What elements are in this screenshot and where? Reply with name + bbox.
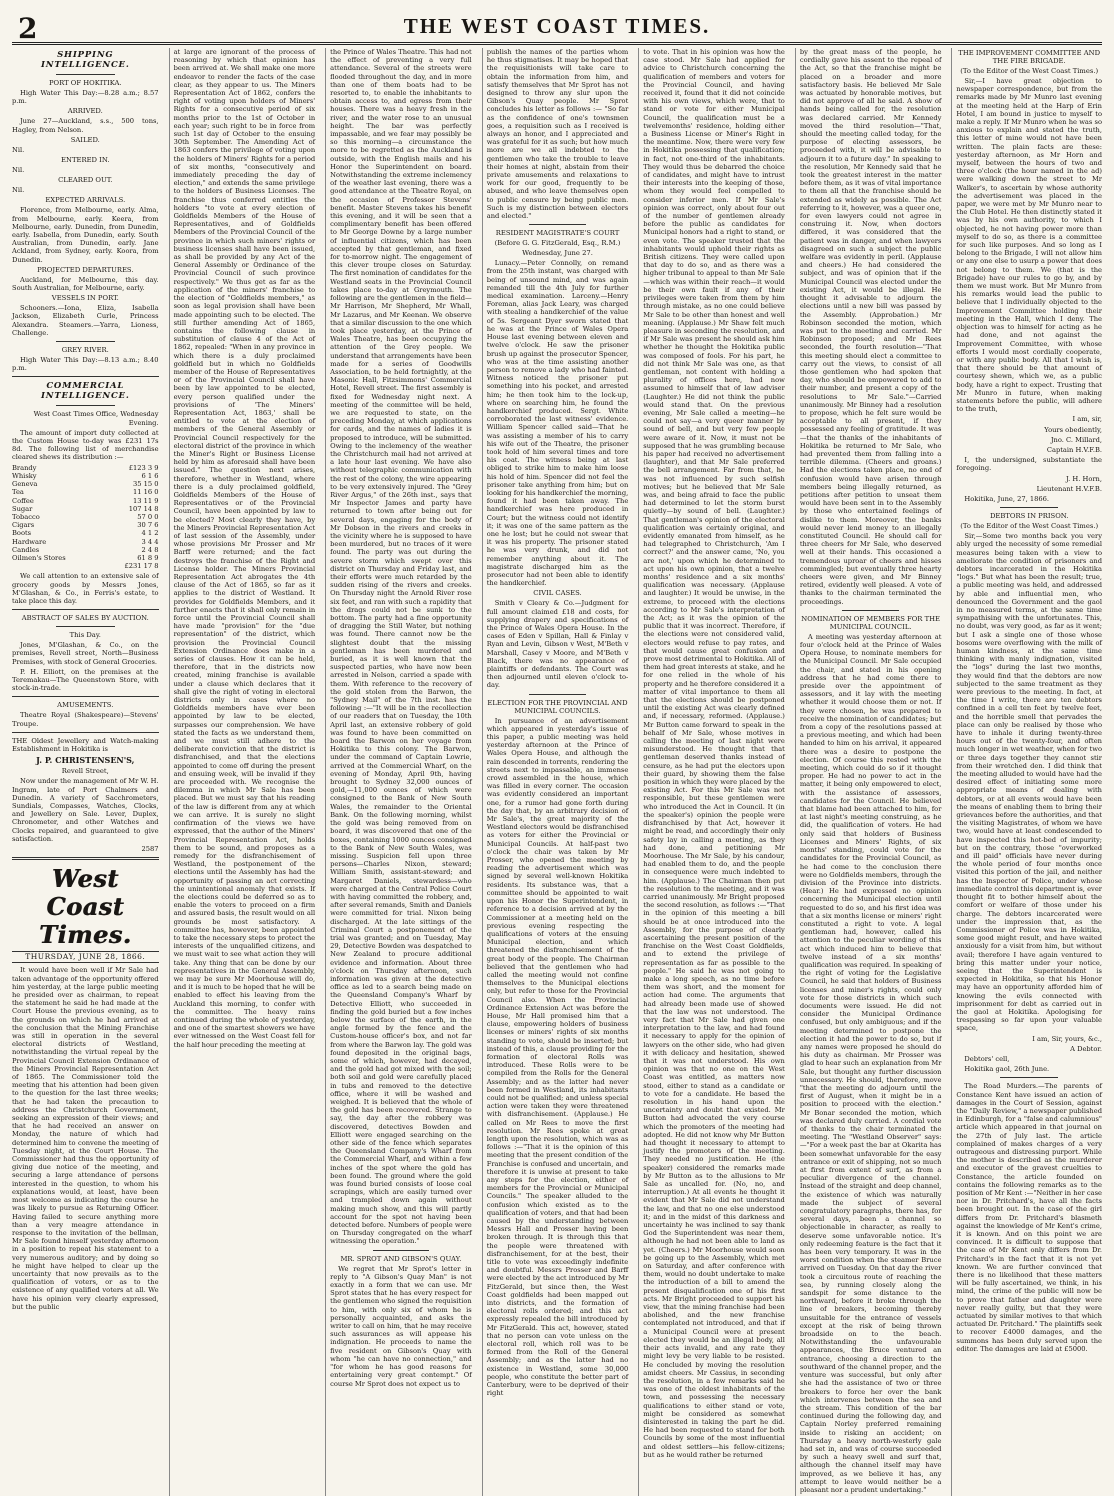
nomination-text: A meeting was yesterday afternoon at four o'clock held at the Prince of Wales Opera House, to nominate members for the Municipal Council. Mr Sale occupied the chair, and stated in his opening address that he had come there to preside over the appointment of assessors, and it lay with the meeting whether it would choose them or not. If they were chosen, he was prepared to receive the nomination of candidates; but from a copy of the resolutions passed at a previous meeting, and which had been handed to him on his arrival, it appeared there was a desire to postpone the election. Of course this rested with the meeting, which could do so if it thought proper. He had no power to act in the matter, it being only empowered to elect, with the assistance of assessors, candidates for the Council. He believed that blame had been attached to him, for at last night's meeting construing, as he did, the qualification of voters. He had only said that holders of Business Licenses and Miners' Rights, of six months' standing, could vote for the candidates for the Provincial Council, as he had come to the conclusion there were no Goldfields members, through the division of the Province into districts. (Hear.) He had expressed no opinion concerning the Municipal election until requested to do so, and his first idea was that a six months license or miners' right constituted a right to vote. A legal gentleman had, however, called his attention to the peculiar wording of this act which induced him to believe that twelve instead of a six months' qualification was required. In speaking of the right of voting for the Legislative Council, he said that holders of Business licenses and miner's rights, could only vote for those districts in which such documents were issued. He did not consider the Municipal Ordinance confused, but only ambiguous; and if the meeting determined to postpone the election it had the power to do so, but if any names were proposed he should do his duty as chairman. Mr Prosser was glad to hear such an explanation from Mr Sale, but thought any further discussion unnecessary. He should, therefore, move "that the meeting do adjourn until the first of August, when it might be in a position to proceed with the election." Mr Bonar seconded the motion, which was declared duly carried. A cordial vote of thanks to the chair terminated the meeting. The "Westland Observer" says:—"For a week past the bar at Okarita has been somewhat unfavorable for the easy entrance or exit of shipping, not so much at first from extent of surf, as from a peculiar divergence of the channel. Instead of the straight and deep channel, the existence of which was naturally made the subject of several congratulatory paragraphs, there has, for several days, been a channel so objectionable in character, as really to deserve some unfavorable notice. It's only redeeming feature is the fact that it has been very temporary. It was in the worst condition when the steamer Bruce arrived on Tuesday. On that day the river took a circuitous route of reaching the sea, by running closely along the sandspit for some distance to the northward, before it broke through the line of breakers, becoming thereby unsuitable for the entrance of vessels except at the risk of being thrown broadside on to the beach. Notwithstanding the unfavourable appearances, the Bruce ventured an entrance, choosing a direction to the southward of the channel proper, and the venture was successful, but only after she had the assistance of two or three breakers to force her over the bank which intervenes between the sea and the stream. This condition of the bar continued during the following day, and Captain Norley preferred remaining inside to risking an accident; on Thursday a heavy north-westerly gale had set in, and was of course succeeded by such a heavy swell and surf that, although the channel itself may have improved, as we believe it has, any attempt to leave would neither be a pleasant nor a prudent undertaking.": [799, 632, 942, 1494]
divider: [56, 626, 115, 627]
duty-row: [12, 529, 159, 537]
divider: [56, 405, 115, 406]
sailed-nil: Nil.: [12, 145, 25, 154]
leader-continued: at large are ignorant of the process of reasoning by which that opinion has been arrived at. We shall make one more endeavor to render the facts of the case clear, as they appear to us. The Miners Representation Act of 1862, confers the right of voting upon holders of Miners' Rights for a consecutive period of six months prior to the 1st of October in each year; such right to be in force from such 1st day of October to the ensuing 30th September. The Amending Act of 1863 confers the privilege of voting upon the holders of Miners' Rights for a period of six months, "consecutively and immediately preceding the day of election," and extends the same privilege to the holders of Business Licenses. The franchise thus conferred entitles the holders "to vote at every election of Goldfields Members of the House of Representatives, and of Goldfields Members of the Provincial Council of the province in which such miners' rights or business licenses shall have been issued, as shall be provided by any Act of the General Assembly or Ordinance of the Provincial Council of such province respectively." We thus get as far as the application of the miners' franchise to the election of "Goldfields members," as soon as legal provision shall have been made appointing such to be elected. The still further amending Act of 1865, contains the following clause in substitution of clause 4 of the Act of 1862, repealed: "When in any province in which there is a duly proclaimed goldfield but in which no Goldfields member of the House of Representatives or of the Provincial Council shall have been by law appointed to be elected, every person qualified under the provisions of 'The Miners' Representation Act, 1863,' shall be entitled to vote at the election of members of the General Assembly or Provincial Council respectively for the electoral district of the province in which the Miner's Right or Business License held by him as aforesaid shall have been issued." The question next arises, therefore, whether in Westland, where there is a duly proclaimed goldfield, Goldfields Members of the House of Representatives or of the Provincial Council, have been appointed by law to be elected? Most clearly they have, by the Miners Provincial Representation Act of last session of the Assembly, under whose provisions Mr Prosser and Mr Barff were returned; and the fact destroys the franchise of the Right and License holder. The Miners Provincial Representation Act abrogates the 4th clause of the Act of 1865, so far as it applies to the district of Westland. It provides for Goldfields Members, and it further enacts that it shall only remain in force until the Provincial Council shall have made "provision" for the "due representation" of the district, which provision the Provincial Council Extension Ordinance does make in a series of clauses. How it can be held, therefore, that in the districts now created, mining franchise is available under a clause which declares that it shall give the right of voting in electoral districts only in cases where no Goldfields members have ever been appointed by law to be elected, surpasses our comprehension. We have stated the facts as we understand them, and we must still adhere to the deliberate conviction that the district is disfranchised, and that the elections appointed to come off during the present and ensuing week, will be invalid if they are proceeded with. We recognise the dilemma in which Mr Sale has been placed. But we must say that his reading of the law is different from any at which we can arrive. It is surely no slight confirmation of the views we have expressed, that the author of the Miners' Provincial Representation Act, holds them to be sound, and proposes as a remedy for the disfranchisement of Westland, the postponement of the elections until the Assembly has had the opportunity of passing an act correcting the unintentional anomaly that exists. If the elections could be deferred so as to enable the voters to proceed on a firm and assured basis, the result would on all grounds be most satisfactory. A committee has, however, been appointed to take the necessary steps to protect the interests of the unqualified citizens, and we must wait to see what action they will take. Any thing that can be done by our representatives in the General Assembly, we may be sure Mr Moorhouse will do, and it is much to be hoped that he will be enabled to effect his leaving from the Auckland this morning, to confer with the committee. The heavy rains continued during the whole of yesterday, and one of the smartest showers we have ever witnessed on the West Coast fell for the half hour preceding the meeting at: [173, 48, 316, 1049]
divider: [1000, 1077, 1058, 1078]
divider: [373, 1250, 430, 1251]
improvement-letter: Sir,—I have great objection to newspaper correspondence, but from the remarks made by Mr Munro last evening at the meeting held at the Harp of Erin Hotel, I am bound in justice to myself to make a reply. If Mr Munro when he was so anxious to explain and stated the truth, this letter of mine would not have been written. The plain facts are these: yesterday afternoon, as Mr Horn and myself, between the hours of two and three o'clock (the hour named in the ad) were walking down the street to Mr Walker's, to ascertain by whose authority the advertisement was placed in the paper, we were met by Mr Munro near to the Club Hotel. He then distinctly stated it was by his own authority, to which I objected, he not having power more than myself to do so, as there is a committee for such like purposes. And so long as I belong to the Brigade, I will not allow him or any one else to usurp a power that does not belong to them. We (that is the Brigade) have our rules to go by, and by them we must work. But Mr Munro from his remarks would lead the public to believe that I individually objected to the Improvement Committee holding their meeting in the Hall, which I deny. The objection was to himself for acting as he had done, and not against the Improvement Committee, with whose efforts I would most cordially cooperate, or with any public body. All that I wish is, that there should be that amount of courtesy shewn, which we, as a public body, have a right to expect. Trusting that Mr Munro in future, when making statements before the public, will adhere to the truth,: [956, 77, 1102, 414]
court-heading: RESIDENT MAGISTRATE'S COURT: [495, 229, 620, 238]
duty-value: 6 1 6: [141, 471, 159, 480]
duty-value: 13 11 9: [133, 496, 159, 505]
advert-name: J. P. CHRISTENSEN'S,: [36, 755, 135, 766]
duty-value: 11 16 0: [133, 488, 159, 497]
signature-name: A Debtor.: [1070, 1044, 1102, 1053]
election-heading: ELECTION FOR THE PROVINCIAL AND MUNICIPAL COUNCILS.: [487, 698, 628, 715]
signature-line: Yours obediently,: [1044, 425, 1102, 434]
office-line: West Coast Times Office, Wednesday Evening.: [33, 410, 159, 427]
debtors-letter: Sir,—Some two months back you very ably urged the necessity of some remedial measures being taken with a view to ameliorate the condition of prisoners and debtors incarcerated in the Hokitika "logs." But what has been the result; true, a public meeting was held, and addressed by able and influential men, who denounced the Government and the gaol in no measured terms, at the same time sympathising with the unfortunates. This, no doubt, was very good, as far as it went; but I ask a single one of those whose bosoms were overflowing with the milk of human kindness, at the same time thinking with manly indignation, visited the "logs" during the last two months, they would find that the debtors are now subjected to the same treatment as they were previous to the meeting. In fact, at the time I write, there are ten debtors confined in a cell ten feet by twelve feet, and the horrible smell that pervades the place can only be realised by those who have to inhale it during twenty-three hours out of the twenty-four, and often much longer in wet weather, when for two or three days together they cannot stir from their wretched den. I did think that the meeting alluded to would have had the desired effect of initiating some more appropriate means of dealing with debtors, or at all events would have been the means of enabling them to bring their grievances before the authorities, and that the visiting Magistrates, of whom we have two, would have at least condescended to have inspected this hot-bed of impurity; but on the contrary, those "overworked and ill paid" officials have never during the whole period of four months once visited this portion of the jail, and neither has the Inspector of Police, under whose immediate control this department is, ever thought fit to bother himself about the comfort or welfare of those under his charge. The debtors incarcerated were under the impression that, as the Commissioner of Police was in Hokitika, some good might result, and have waited anxiously for a visit from him, but without avail; therefore I have again ventured to bring this matter under your notice, seeing that the Superintendent is expected in Hokitika, so that his Honor may have an opportunity afforded him of knowing the evils connected with imprisonment for debt as carried out in the gaol at Hokitika. Apologising for trespassing so far upon your valuable space,: [956, 532, 1102, 1033]
civil-text: Smith v Cleary & Co.—Judgment for full amount claimed £18 and costs, for supplying drapery and specifications of the Prince of Wales Opera House. In the cases of Eden v Spillan, Hall & Finlay v Ryan and Levin, Gibson v West, M'Beth v Marshall, Casey v Moore, and M'Beth v Black, there was no appearance of plaintiffs or defendants. The Court was then adjourned until eleven o'clock to-day.: [486, 599, 629, 690]
auction-2: P. H. Elliott, on the premises at the Teremakau—The Queenstown Store, with stock-in-trade.: [12, 667, 159, 693]
expected-text: Florence, from Melbourne, early. Alma, from Melbourne, early. Keera, from Melbourne, early. Dunedin, from Dunedin, early. Isabella, from Dunedin, early. South Australian, from Dunedin, early. Jane Ackland, from Sydney, early. Koora, from Dunedin.: [12, 206, 159, 264]
duty-item: Cigars: [12, 521, 35, 530]
auction-heading: ABSTRACT OF SALES BY AUCTION.: [21, 614, 149, 623]
road-murders-text: The Road Murders.—The parents of Constance Kent have issued an action of damages in the Court of Session, against the "Daily Review," a newspaper published in Edinburgh, for a "false and calumnious" article which appeared in that journal on the 27th of July last. The article complained of makes charges of a very outrageous and distressing purport. While the mother is described as the murderer and executor of the gravest cruelties to Constance, the article founded on contains the following remarks as to the position of Mr Kent :—"Neither in her case nor in Dr. Pritchard's, have all the facts been brought out. In the case of the girl differs from Dr. Pritchard's blasmeth against the knowledge of Mr Kent's crime, it is known. And on this point we are convinced. It is difficult to suppose that the case of Mr Kent only differs from Dr. Pritchard's in the fact that it is not yet known. We are further convinced that there is no likelihood that these matters will be fully ascertained, we think, in his mind, the crime of the public will now be to prove that father and daughter were never really guilty, but that they were actuated by similar motives to that which actuated Dr. Pritchard." The plaintiffs seek to recover £4000 damages, and the summons has been duly served upon the editor. The damages are laid at £5000.: [956, 1082, 1102, 1353]
expected-heading: EXPECTED ARRIVALS.: [45, 196, 126, 205]
amusements-text: Theatre Royal (Shakespeare)—Stevens' Troupe.: [12, 711, 159, 728]
advert-number: 2587: [141, 845, 159, 853]
duty-row: [12, 538, 159, 546]
commercial-heading: COMMERCIAL INTELLIGENCE.: [40, 381, 130, 402]
column-2: [169, 48, 320, 1496]
cleared-nil: Nil.: [12, 186, 25, 195]
duty-row: [12, 497, 159, 505]
divider: [529, 224, 586, 225]
grocery-notice: We call attention to an extensive sale of grocery goods by Messrs Jones, M'Glashan, & Co., in Ferris's estate, to take place this day.: [12, 572, 159, 605]
signature-name: Jno. C. Millard,: [1050, 435, 1102, 444]
columns: [12, 48, 1102, 1494]
grey-river-heading: GREY RIVER.: [61, 346, 109, 355]
editor-note-1: (To the Editor of the West Coast Times.): [960, 67, 1099, 75]
duty-item: Tea: [12, 488, 24, 497]
duty-row: [12, 488, 159, 496]
high-water: High Water This Day:—8.28 a.m.; 8.57 p.m.: [12, 89, 159, 106]
duty-item: Boots: [12, 529, 32, 538]
duty-value: 2 4 8: [141, 545, 159, 554]
divider: [12, 732, 159, 733]
divider: [842, 610, 899, 611]
duty-item: Hardware: [12, 537, 47, 546]
duties-total: £231 17 8: [124, 562, 159, 571]
paper-title: THE WEST COAST TIMES.: [403, 14, 711, 38]
duty-row: [12, 464, 159, 472]
advert-body: Now under the management of Mr W. H. Ingram, late of Port Chalmers and Dunedin. A variety of Sacchrometers, Sundials, Compasses, Watches, Clocks, and Jewellery on Sale. Lever, Duplex, Chronometer, and other Watches and Clocks repaired, and guaranteed to give satisfaction.: [12, 777, 159, 843]
divider: [12, 609, 159, 610]
letter-place: Debtors' cell,: [964, 1054, 1010, 1063]
duty-value: 3 4 4: [141, 537, 159, 546]
advert-intro: THE Oldest Jewellery and Watch-making Establishment in Hokitika is: [12, 736, 159, 753]
column-3: [325, 48, 476, 1496]
sprot-letter-continued: publish the names of the parties whom he thus stigmatises. It may be hoped that the requisitionists will take care to obtain the information from him, and satisfy themselves that Mr Sprot has not designed to throw any slur upon the Gibson's Quay people. Mr Sprot concludes his letter as follows :— "So far as the confidence of one's townsmen goes, a requisition such as I received is always an honor, and I appreciated and was grateful for it as such; but how much more are we all indebted to the gentlemen who take the trouble to leave their homes at night, abstain from their private amusements and relaxations to work for our good, frequently to be abused, and who leave themselves open to public censure by being public men. Such is my distinction between electors and elected.": [486, 48, 629, 221]
newspaper-flag: West Coast Times.: [39, 864, 132, 950]
divider: [12, 376, 159, 377]
improvement-heading: THE IMPROVEMENT COMMITTEE AND THE FIRE BRIGADE.: [958, 49, 1101, 65]
duty-row: [12, 521, 159, 529]
masthead: [12, 10, 1102, 45]
divider: [12, 857, 159, 860]
projected-text: Auckland, for Melbourne, this day. South Australian, for Melbourne, early.: [12, 275, 159, 293]
divider: [56, 74, 115, 75]
entered-heading: ENTERED IN.: [61, 156, 110, 165]
court-subheading: (Before G. G. FitzGerald, Esq., R.M.): [494, 239, 621, 248]
signature-name: J. H. Horn,: [1066, 474, 1102, 483]
port-heading: PORT OF HOKITIKA.: [48, 79, 122, 87]
divider: [1000, 507, 1058, 508]
column-7: [951, 48, 1102, 1496]
column-4: [482, 48, 633, 1496]
cleared-heading: CLEARED OUT.: [58, 176, 113, 185]
letter-date: Hokitika gaol, 26th June.: [964, 1065, 1050, 1074]
leader-article: It would have been well if Mr Sale had taken advantage of the opportunity offered him yesterday, at the large public meeting he presided over as chairman, to repeat the statement he said he had made at the Court House the previous evening, as to the grounds on which he had arrived at the conclusion that the Mining Franchise was still in operation in the several electoral districts of Westland, notwithstanding the virtual repeal by the Provincial Council Extension Ordinance of the Miners Provincial Representation Act of 1865. The Commissioner told the meeting that his attention had been given to the question for the last three weeks; that he had taken the precaution to address the Christchurch Government, seeking an expression of their views; and that he had received an answer on Monday, the nature of which had determined him to convene the meeting of Tuesday night, at the Court House. The Commissioner had thus the opportunity of giving due notice of the meeting, and securing a large attendance of persons interested in the question, to whom his explanations would, at least, have been most welcome as indicating the course he was likely to pursue as Returning Officer. Having failed to secure anything more than a very meagre attendance in response to the invitation of the bellman, Mr Sale found himself yesterday afternoon in a position to repeat his statement to a very numerous auditory; and by doing so he might have helped to clear up the uncertainty that now prevails as to the qualification of voters, or as to the existence of any qualified voters at all. We have his opinion very clearly expressed, but the public: [12, 966, 159, 1311]
duty-item: Whisky: [12, 471, 37, 480]
duty-row: [12, 554, 159, 562]
shipping-heading: SHIPPING INTELLIGENCE.: [40, 50, 130, 70]
signature-line: I am, sir,: [1072, 415, 1102, 424]
column-1: [12, 48, 163, 1496]
duty-row: [12, 480, 159, 488]
duties-list: [12, 464, 159, 562]
duty-row: [12, 472, 159, 480]
duty-item: Tobacco: [12, 512, 40, 521]
editor-note-2: (To the Editor of the West Coast Times.): [960, 522, 1099, 531]
duty-value: 4 1 2: [141, 529, 159, 538]
election-text: In pursuance of an advertisement which appeared in yesterday's issue of this paper, a public meeting was held yesterday afternoon at the Prince of Wales Opera House, and although the rain descended in torrents, rendering the streets next to impassable, an immense crowd assembled in the house, which was filled in every corner. The occasion was evidently considered an important one, for a rumor had gone forth during the day that, by an arbitrary decision of Mr Sale's, the great majority of the Westland electors would be disfranchised as voters for either the Provincial or Municipal Councils. At half-past two o'clock the chair was taken by Mr Prosser, who opened the meeting by reading the advertisement which was signed by several well-known Hokitika residents. Its substance was, that a committee should be appointed to wait upon his Honor the Superintendent, in reference to a decision arrived at by the Commissioner at a meeting held on the previous evening respecting the qualifications of voters at the ensuing Municipal election, and which threatened the disfranchisement of the great body of the people. The Chairman believed that the gentlemen who had called the meeting would not confine themselves to the Municipal elections only, but refer to those for the Provincial Council also. When the Provincial Ordinance Extension Act was before the House, Mr Hall promised him that a clause, empowering holders of business licenses or miners' rights of six months standing to vote, should be inserted; but instead of this, a clause providing for the formation of electoral Rolls was introduced. These Rolls were to be compiled from the Rolls for the General Assembly; and as the latter had never been formed in Westland, its inhabitants could not be qualified; and unless special action were taken they were threatened with disfranchisement. (Applause.) He called on Mr Rees to move the first resolution. Mr Rees spoke at great length upon the resolution, which was as follows :—"That it is the opinion of this meeting that the present condition of the Franchise is confused and uncertain, and therefore it is unwise at present to take any steps for the election, either of members for the Provincial or Municipal Councils." The speaker alluded to the confusion which existed as to the qualification of voters, and that had been caused by the understanding between Messrs Hall and Prosser having been broken through. It is through this that the people were threatened with disfranchisement, for at the best, their title to vote was exceedingly indefinite and doubtful. Messrs Prosser and Barff were elected by the act introduced by Mr FitzGerald, but since then, the West Coast goldfields had been mapped out into districts, and the formation of electoral rolls ordered; and this act expressly repealed the bill introduced by Mr FitzGerald. This act, however, stated that no person can vote unless on the electoral roll, which roll was to be formed from the Roll of the General Assembly; and as the latter had no existence in Westland, some 30,000 people, who constitute the better part of Canterbury, were to be deprived of their right: [486, 716, 629, 1398]
arrived-text: June 27—Auckland, s.s., 500 tons, Hagley, from Nelson.: [12, 117, 159, 134]
duty-item: Brandy: [12, 463, 37, 472]
signature-line: I am, Sir, yours, &c.,: [1032, 1034, 1102, 1043]
duty-value: 30 7 6: [137, 521, 159, 530]
election-continued: to vote. That in his opinion was how the case stood. Mr Sale had applied for advice to Christchurch concerning the qualification of members and voters for the Provincial Council, and having received it, found that it did not coincide with his own views, which were, that to stand or vote for either Municipal Council, the qualification must be a twelvemonths' residence, holding either a Business License or Miner's Right in the meantime. Now, there were very few in Hokitika possessing that qualification; in fact, not one-third of the inhabitants. They would thus be debarred the choice of candidates, and might have to intrust their interests into the keeping of those, whom they would feel compelled to consider inferior men. If Mr Sale's opinion was correct, only about four out of the number of gentlemen already before the public as candidates for Municipal honors had a right to stand, or even vote. The speaker trusted that the inhabitants would uphold their rights as British citizens. They were called upon that day to do so, and as there was a higher tribunal to appeal to than Mr Sale—which was within their reach—it would be their own fault if any of their privileges were taken from them by him through mistake, as no one could believe Mr Sale to be other than honest and well meaning. (Applause.) Mr Shaw felt much pleasure in seconding the resolution, and if Mr Sale was present he should ask him whether he thought the Hokitika public was composed of fools. For his part, he did not think Mr Sale was one, as that gentleman, not content with holding a plurality of offices here, had now assumed to himself that of law adviser (Laughter.) He did not think the public would stand that. On the previous evening, Mr Sale called a meeting—he could not say—a very queer manner by sound of bell, and but very few people were aware of it. Now, it must not be supposed that he was grumbling because his paper had received no advertisement (laughter), and that Mr Sale preferred the bell arrangement. Far from that, he was not influenced by such selfish motives; but he believed that Mr Sale was, and being afraid to face the public had determined to let the storm burst quietly—by sound of bell. (Laughter.) That gentleman's opinion of the electoral qualification was certainly original, and evidently emanated from himself, as he had telegraphed to Christchurch, 'Am I correct?' and the answer came, 'No, you are not,' upon which he determined to act upon his own opinion, that a twelve months' residence and a six months' qualification was necessary. (Applause and laughter.) It would be unwise, in the extreme, to proceed with the elections according to Mr Sale's interpretation of the Act; as it was the opinion of the public that it was incorrect. Therefore, if the elections were not considered valid, electors would refuse to pay rates, and that would cause great confusion and prove most detrimental to Hokitika. All of them had great interests at stake, and he for one relied in the whole of his property and he therefore considered it a matter of vital importance to them all that the elections should be postponed until the existing Act was clearly defined and, if necessary, reformed. (Applause.) Mr Button came forward to speak in the behalf of Mr Sale, whose motives in calling the meeting of last night were misunderstood. He thought that that gentleman deserved thanks instead of censure, as he had put the electors upon their guard, by showing them the false position in which they were placed by the existing Act. For this Mr Sale was not responsible, but these gentlemen were who introduced the Act in Council. It (in the speaker's) opinion the people were disfranchised by that Act, however it might be read, and accordingly their only safety lay in calling a meeting, as they had done, and petitioning Mr Moorhouse. The Mr Sale, by his candour, had enabled them to do, and the people in consequence were much indebted to him. (Applause.) The Chairman then put the resolution to the meeting, and it was carried unanimously. Mr Bright proposed the second resolution, as follows :—"That in the opinion of this meeting a bill should be at once introduced into the Assembly, for the purpose of clearly ascertaining the present position of the franchise on the West Coast Goldfields, and to extend the privilege of representation as far as possible to the people." He said he was not going to make a long speech, as no time before them was short, and the moment for action had come. The arguments that had already been made use of showed that the law was not understood. The very fact that Mr Sale had given one interpretation to the law, and had found it necessary to apply for the opinion of lawyers on the other side, who had given it with delicacy and hesitation, shewed that it was not understood. His own opinion was that no one on the West Coast was entitled, as matters now stood, either to stand as a candidate or to vote for a candidate. He based the resolution in his hand upon the uncertainty and doubt that existed. Mr Button had advocated the very course which the promoters of the meeting had adopted. He did not know why Mr Button had thought it necessary to attempt to justify the promoters of the meeting. They needed no justification. He (the speaker) considered the remarks made by Mr Button as to the allusions to Mr Sale as uncalled for. (No, no, and interruption.) At all events he thought it evident that Mr Sale did not understand the law, and that no one else understood it; and in the midst of this darkness and uncertainty he was inclined to say thank God the Superintendent was near them, although he had not been able to land as yet. (Cheers.) Mr Moorhouse would soon be going up to the Assembly, which met on Saturday, and after conference with them, would no doubt undertake to make the introduction of a bill to amend the present disqualification one of his first acts. Mr Bright proceeded to support his view, that the mining franchise had been abolished, and the new franchise contemplated not introduced, and that if a Municipal Council were at present elected they would be an illegal body, all their acts invalid, and any rate they might levy be very liable to be resisted. He concluded by moving the resolution amidst cheers. Mr Cassius, in seconding the resolution, in a few remarks said he was one of the oldest inhabitants of the town, and possessing the necessary qualifications to either stand or vote, might be considered as somewhat disinterested in taking the part he did. He had been requested to stand for both Councils by some of the most influential and oldest settlers—his fellow-citizens; but as he would rather be returned: [643, 48, 785, 1459]
quay-heading: MR. SPROT AND GIBSON'S QUAY.: [340, 1254, 462, 1263]
grey-water: High Water This Day:—8.13 a.m.; 8.40 p.m.: [12, 356, 159, 373]
duty-item: Coffee: [12, 496, 34, 505]
duty-value: 61 8 9: [137, 553, 159, 562]
duty-value: 57 0 0: [137, 512, 159, 521]
this-day: This Day.: [69, 631, 101, 640]
signature-title: Lieutenant H.V.F.B.: [1036, 484, 1102, 493]
court-date: Wednesday, June 27.: [522, 249, 593, 258]
quay-text: We regret that Mr Sprot's letter in reply to "A Gibson's Quay Man" is not exactly in a form that we can use. Mr Sprot states that he has every respect for the gentlemen who signed the requisition to him, with only six of whom he is personally acquainted, and asks the writer to call on him, that he may receive such assurances as will appease his indignation. He proceeds to name the five resident on Gibson's Quay with whom "he can have no connection," and "for whom he has good reasons for entertaining very great contempt." Of course Mr Sprot does not expect us to: [330, 1264, 472, 1388]
column-5: [638, 48, 789, 1496]
court-text: Lunacy.—Peter Connolly, on remand from the 25th instant, was charged with being of unsound mind, and was again remanded till the 4th July for further medical examination. Larceny.—Henry Foreman, alias Jack Leary, was charged with stealing a handkerchief of the value of 5s. Sergeant Dyer sworn stated that he was at the Prince of Wales Opera House last evening between eleven and twelve o'clock. He saw the prisoner brush up against the prosecutor Spencer, who was at the time assisting another person to remove a lady who had fainted. Witness noticed the prisoner put something into his pocket, and arrested him; he then took him to the lock-up, where on searching him, he found the handkerchief produced. Sergt. White corroborated the last witness' evidence. William Spencer called said—That he was assisting a member of his to carry his wife out of the Theatre, the prisoner took hold of him several times and tore his coat. The witness being at last obliged to strike him to make him loose his hold of him. Spencer did not feel the prisoner take anything from him; but on looking for his handkerchief the morning, found it had been taken away. The handkerchief was here produced in Court; but the witness could not identify it; it was one of the same pattern as the one he lost; but he could not swear that it was his property. The prisoner stated he was very drunk, and did not remember anything about it. The magistrate discharged him as the prosecutor had not been able to identify the handkerchief.: [486, 259, 629, 588]
vessels-heading: VESSELS IN PORT.: [51, 294, 119, 303]
substantiate-text: I, the undersigned, substantiate the foregoing.: [956, 456, 1102, 473]
duty-row: [12, 513, 159, 521]
duty-item: Geneva: [12, 480, 38, 489]
debtors-heading: DEBTORS IN PRISON.: [989, 512, 1069, 521]
duty-value: £123 3 9: [128, 463, 159, 472]
duty-value: 107 14 8: [128, 504, 159, 513]
arrived-heading: ARRIVED.: [67, 107, 103, 116]
page-number: 2: [18, 12, 38, 45]
duty-row: [12, 546, 159, 554]
auction-1: Jones, M'Glashan, & Co., on the premises, Revell street, North—Business Premises, with stock of General Groceries.: [12, 641, 159, 666]
entered-nil: Nil.: [12, 166, 25, 175]
nomination-heading: NOMINATION OF MEMBERS FOR THE MUNICIPAL COUNCIL.: [801, 614, 941, 631]
amusements-heading: AMUSEMENTS.: [57, 701, 114, 710]
duty-row: [12, 505, 159, 513]
issue-date: THURSDAY, JUNE 28, 1866.: [12, 951, 159, 963]
divider: [529, 694, 586, 695]
column-6: [795, 48, 946, 1496]
divider: [12, 696, 159, 697]
duty-item: Candles: [12, 545, 40, 554]
civil-heading: CIVIL CASES.: [533, 589, 582, 598]
election-concluded: by the great mass of the people, he cordially gave his assent to the repeal of the Act, so that the franchise might be placed on a broader and more satisfactory basis. He believed Mr Sale was actuated by honorable motives, but did not approve of all he said. A show of hands being called for, the resolution was declared carried. Mr Kennedy moved the third resolution—"That, should the meeting called today, for the purpose of electing assessors, be proceeded with, it will be advisable to adjourn it to a future day." In speaking to the resolution, Mr Kennedy said that he took the greatest interest in the matter before them, as it was of vital importance to them all that the franchise should be extended as widely as possible. The Act referring to it, however, was a queer one, for even lawyers could not agree in construing it. Now, when doctors differed, it was considered that the patient was in danger, and when lawyers disagreed on such a subject the public welfare was evidently in peril. (Applause and cheers.) He had considered the subject, and was of opinion that if the Municipal Council was elected under the existing Act, it would be illegal. He thought it advisable to adjourn the elections until a new bill was passed by the Assembly. (Approbation.) Mr Robinson seconded the motion, which was put to the meeting and carried. Mr Robinson proposed; and Mr Rees seconded, the fourth resolution—"That this meeting should elect a committee to carry out the views, to consist of all those gentlemen who had spoken that day, who should be empowered to add to their number, and present a copy of the resolutions to Mr Sale."—Carried unanimously. Mr Binney had a resolution to propose, which he felt sure would be acceptable to all present, if they possessed any feeling of gratitude. It was—that the thanks of the inhabitants of Hokitika be returned to Mr Sale, who had prevented them from falling into a terrible dilemma. (Cheers and groans.) Had the elections taken place, no end of confusion would have arisen through members being illegally returned, as petitions after petition to unseat them would have been sent in to the Assembly by those who entertained feelings of dislike to them. Moreover, the banks would never lend money to an illegally constituted Council. He should call for three cheers for Mr Sale, who deserved well at their hands. This occasioned a tremendous uproar of cheers and hisses commingled; but eventually three hearty cheers were given, and Mr Binney retired, evidently well pleased. A vote of thanks to the chairman terminated the proceedings.: [799, 48, 942, 606]
local-news: the Prince of Wales Theatre. This had not the effect of preventing a very full attendance. Several of the streets were flooded throughout the day, and in more than one of them boats had to be resorted to, to enable the inhabitants to obtain access to, and egress from their houses. There was a heavy fresh in the river, and the water rose to an unusual height. The bar was perfectly impassable, and we fear may possibly be so this morning—a circumstance the more to be regretted as the Auckland is outside, with the English mails and his Honor the Superintendent on board. Notwithstanding the extreme inclemency of the weather last evening, there was a good attendance at the Theatre Royal, on the occasion of Professor Stevens' benefit. Master Stevens takes his benefit this evening, and it will be seen that a complimentary benefit has been offered to Mr George Downe by a large number of influential citizens, which has been accepted by that gentleman, and fixed for to-morrow night. The engagement of this clever troupe closes on Saturday. The first nomination of candidates for the Westland seats in the Provincial Council takes place to-day at Greymouth. The following are the gentlemen in the field—Mr Harrison, Mr Shepherd, Mr Whall, Mr Lazarus, and Mr Keenan. We observe that a similar discussion to the one which took place yesterday, at the Prince of Wales Theatre, has been occupying the attention of the Grey people. We understand that arrangements have been made for a series of Goodwills Association, to be held fortnightly, at the Masonic Hall, Fitzsimmons' Commercial Hotel, Revell street. The first assembly is fixed for Wednesday night next. A meeting of the committee will be held, we are requested to state, on the preceding Monday, at which applications for cards, and the names of ladies it is proposed to introduce, will be submitted. Owing to the inclemency of the weather the Christchurch mail had not arrived at a late hour last evening. We have also without telegraphic communication with the rest of the colony, the wire appearing to be very extensively injured. The "Grey River Argus," of the 26th inst., says that Mr Inspector James and party have returned to town after being out for several days, engaging for the body of Mr Dobson in the rivers and creeks in the vicinity where he is supposed to have been murdered, but no traces of it were found. The party was out during the severe storm which swept over this district on Thursday and Friday last, and their efforts were much retarded by the sudden rising of the rivers and creeks. On Thursday night the Arnold River rose six feet, and ran with such a rapidity that the drags could not be sunk to the bottom. The party had a fine opportunity of dragging the Still Water, but nothing was found. There cannot now be the slightest doubt that the missing gentleman has been murdered and buried, as it is well known that the suspected parties, who have now been arrested in Nelson, carried a spade with them. With reference to the recovery of the gold stolen from the Barwon, the "Sydney Mail" of the 7th inst. has the following :—"It will be in the recollection of our readers that on Tuesday, the 10th April last, an extensive robbery of gold was found to have been committed on board the Barwon on her voyage from Hokitika to this colony. The Barwon, under the command of Captain Lowrie, arrived at the Commercial Wharf, on the evening of Monday, April 9th, having brought to Sydney 32,000 ounces of gold,—11,000 ounces of which were consigned to the Bank of New South Wales, the remainder to the Oriental Bank. On the following morning, whilst the gold was being removed from on board, it was discovered that one of the boxes, containing 1000 ounces consigned to the Bank of New South Wales, was missing. Suspicion fell upon three persons—Charles Nixon, steward; William Smith, assistant-steward; and Margaret Daniels, stewardess—who were charged at the Central Police Court with having committed the robbery, and, after several remands, Smith and Daniels were committed for trial. Nixon being discharged. At the late sittings of the Criminal Court a postponement of the trial was granted; and on Tuesday, May 29, Detective Bowden was despatched to New Zealand to procure additional evidence and information. About three o'clock on Thursday afternoon, such information was given at the detective office as led to a search being made on the Queensland Company's Wharf by Detective Elliott, who succeeded in finding the gold buried but a few inches below the surface of the earth, in the angle formed by the fence and the Custom-house officer's box, and not far from where the Barwon lay. The gold was found deposited in the original bags, some of which, however, had decayed, and the gold had got mixed with the soil; both soil and gold were carefully placed in tubs and removed to the detective office, where it will be washed and weighed. It is believed that the whole of the gold has been recovered. Strange to say, the day after the robbery was discovered, detectives Bowden and Elliott were engaged searching on the other side of the fence which separates the Queensland Company's Wharf from the Commercial Wharf, and within a few inches of the spot where the gold has been found. The ground where the gold was found buried consists of loose coal scrapings, which are easily turned over and trampled down again without making much show, and this will partly account for the spot not having been detected before. Numbers of people were on Thursday congregated on the wharf witnessing the operation.": [330, 48, 472, 1246]
sailed-heading: SAILED.: [70, 135, 100, 144]
signature-title: Captain H.V.F.B.: [1046, 445, 1102, 454]
commercial-text: The amount of import duty collected at the Custom House to-day was £231 17s 8d. The following list of merchandise cleared shews its distribution :—: [12, 428, 159, 462]
letter-date: Hokitika, June, 27, 1866.: [964, 494, 1049, 503]
duty-item: Oilmen's Stores: [12, 553, 66, 562]
duty-value: 35 15 0: [133, 480, 159, 489]
duty-item: Sugar: [12, 504, 33, 513]
projected-heading: PROJECTED DEPARTURES.: [37, 265, 134, 274]
divider: [56, 341, 115, 342]
vessels-text: Schooners.—Iona, Eliza, Isabella Jackson, Elizabeth Curle, Princess Alexandra. Steamers.—Yarra, Lioness, Challenge.: [12, 304, 159, 337]
advert-street: Revell Street,: [61, 767, 109, 776]
